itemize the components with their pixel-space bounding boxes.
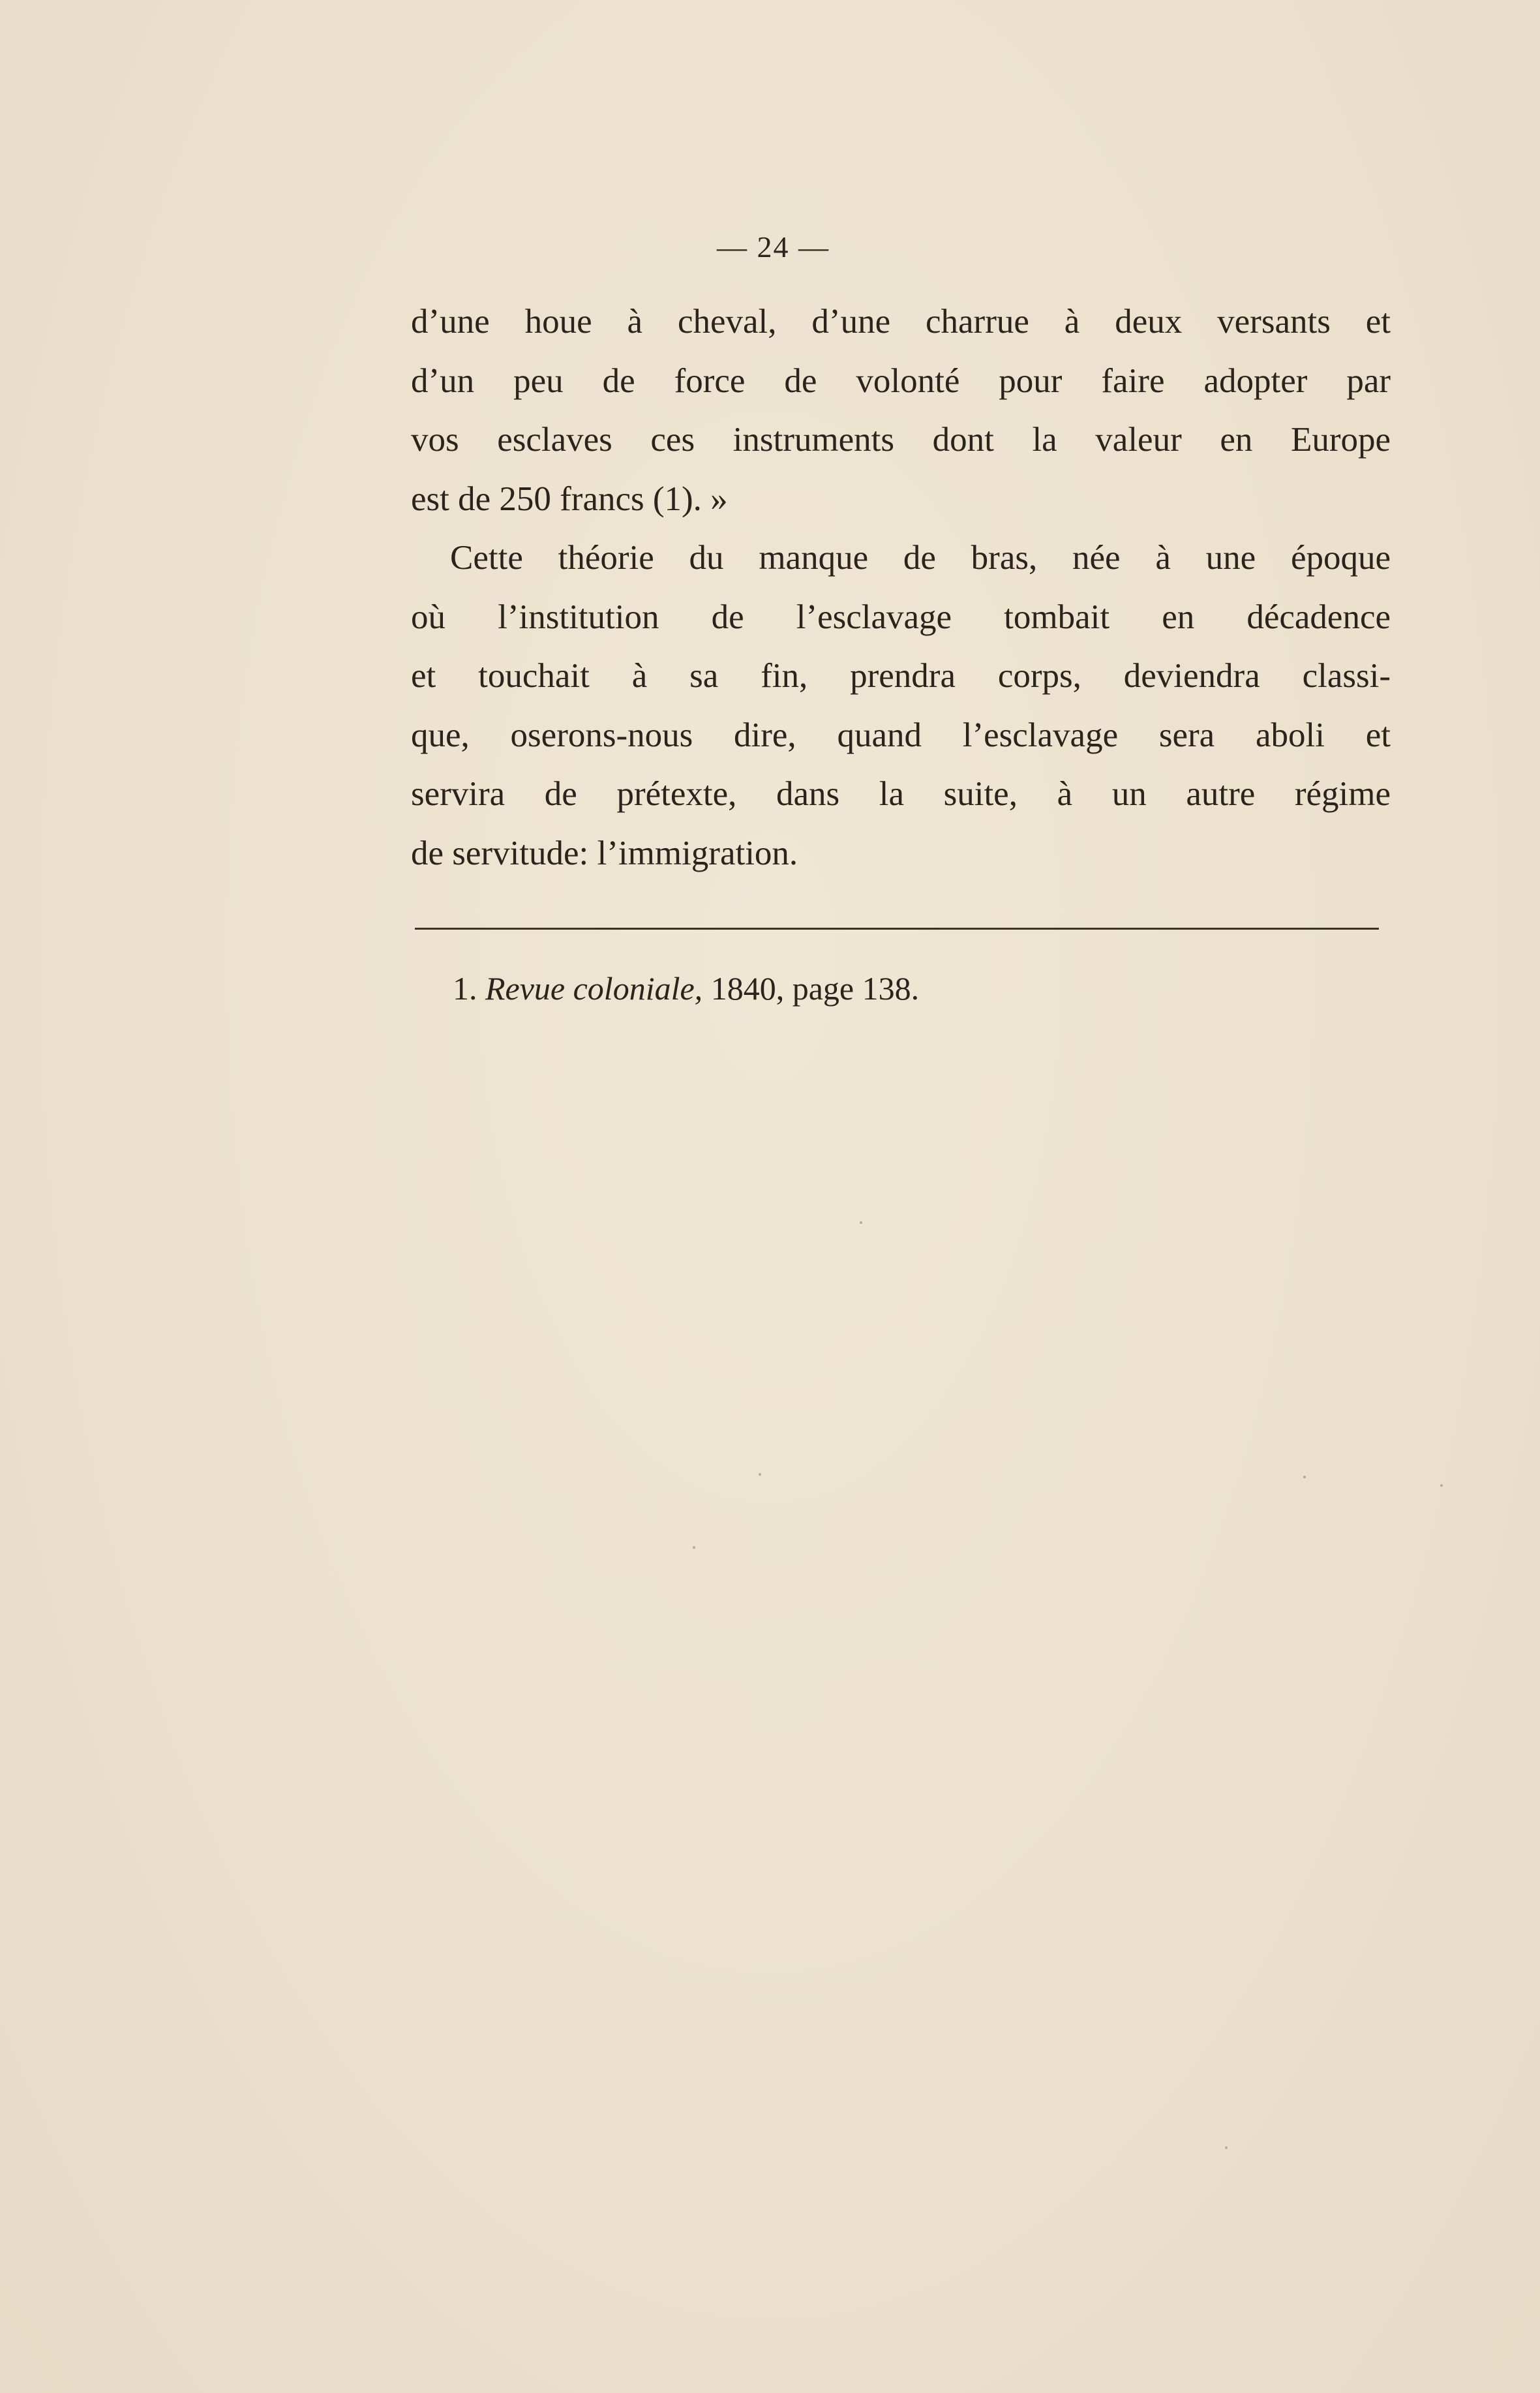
text-line: que, oserons-nous dire, quand l’esclavage sera aboli et — [411, 716, 1391, 754]
text-line: et touchait à sa fin, prendra corps, deviendra classi- — [411, 657, 1391, 695]
text-line: est de 250 francs (1). » — [411, 480, 728, 518]
paragraph-first-line: Cette théorie du manque de bras, née à une époque — [450, 539, 1391, 577]
paper-speck — [1225, 2146, 1228, 2149]
footnote-journal-title: Revue coloniale, — [485, 970, 703, 1007]
paper-speck — [693, 1546, 695, 1549]
text-line: servira de prétexte, dans la suite, à un autre régime — [411, 775, 1391, 813]
paper-speck — [1440, 1484, 1443, 1487]
footnote-number: 1. — [453, 970, 477, 1007]
text-line: vos esclaves ces instruments dont la valeur en Europe — [411, 421, 1391, 459]
footnote-divider — [415, 928, 1379, 930]
text-line: d’une houe à cheval, d’une charrue à deux versants et — [411, 303, 1391, 341]
paper-speck — [759, 1473, 761, 1476]
footnote — [453, 969, 919, 1008]
paper-speck — [1303, 1476, 1306, 1478]
text-line: d’un peu de force de volonté pour faire adopter par — [411, 361, 1391, 400]
body-text — [411, 292, 1391, 883]
paper-speck — [860, 1221, 862, 1224]
text-line: où l’institution de l’esclavage tombait en décadence — [411, 598, 1391, 636]
text-line: de servitude: l’immigration. — [411, 834, 798, 872]
page-number: — 24 — — [717, 230, 830, 264]
footnote-reference: 1840, page 138. — [710, 970, 920, 1007]
